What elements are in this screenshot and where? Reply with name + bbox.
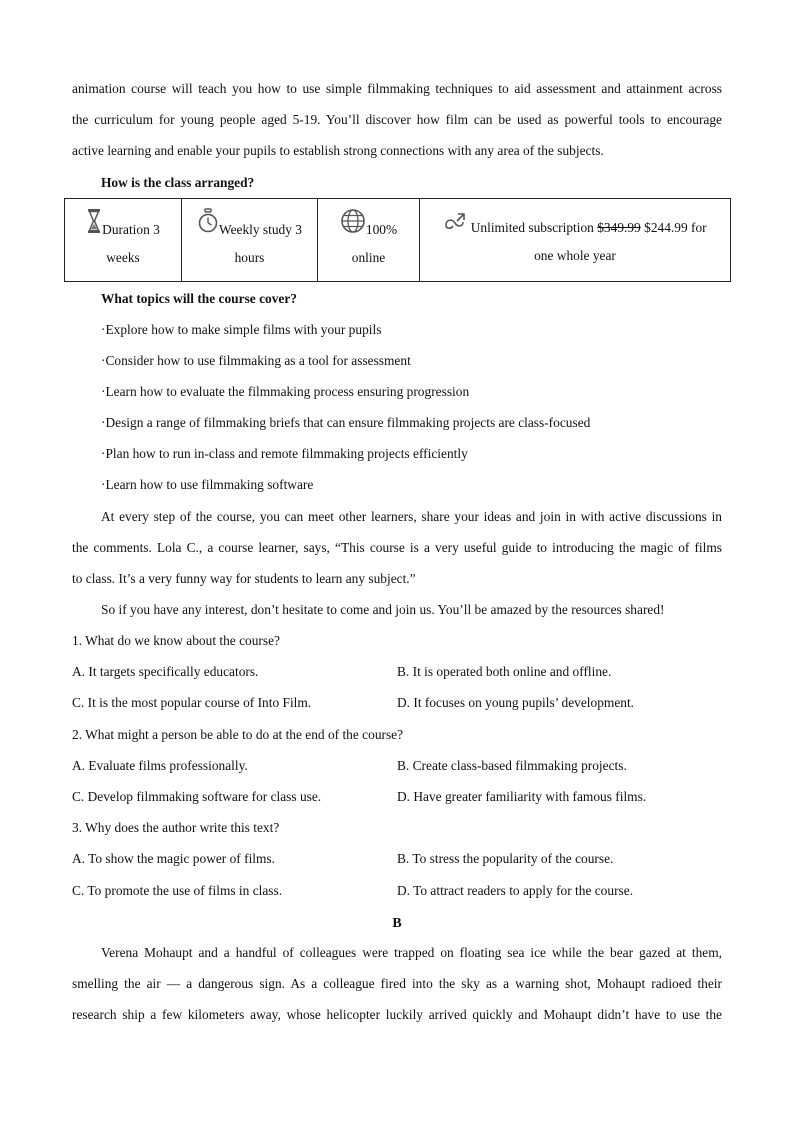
topic-item: ·Plan how to run in-class and remote filmmaking projects efficiently	[101, 446, 468, 461]
question-option: A. Evaluate films professionally.	[72, 758, 248, 773]
subscription-cell	[420, 199, 731, 282]
question-option: C. Develop filmmaking software for class use.	[72, 789, 322, 804]
hourglass-icon	[86, 208, 102, 244]
subscription-line2: one whole year	[534, 248, 616, 263]
stopwatch-icon	[197, 208, 219, 244]
weekly-cell	[182, 199, 318, 282]
infinity-arrow-icon	[443, 210, 467, 242]
weekly-line2: hours	[234, 250, 265, 265]
intro-line-2: the curriculum for young people aged 5-19. You’ll discover how film can be used as powerful tools to encourage	[72, 112, 722, 127]
question-option: D. To attract readers to apply for the course.	[397, 883, 634, 898]
topic-item: ·Learn how to evaluate the filmmaking process ensuring progression	[101, 384, 470, 399]
question-option: B. To stress the popularity of the course.	[397, 851, 614, 866]
section-b-heading: B	[392, 916, 402, 931]
topic-item: ·Learn how to use filmmaking software	[101, 477, 314, 492]
question-option: B. It is operated both online and offline.	[397, 664, 612, 679]
topic-item: ·Explore how to make simple films with your pupils	[101, 322, 382, 337]
question-option: D. Have greater familiarity with famous films.	[397, 789, 647, 804]
question-option: B. Create class-based filmmaking projects.	[397, 758, 627, 773]
question-option: A. It targets specifically educators.	[72, 664, 259, 679]
section-b-line-2: smelling the air — a dangerous sign. As a colleague fired into the sky as a warning shot, Mohaupt radioed their	[72, 976, 722, 991]
question-stem: 1. What do we know about the course?	[72, 633, 280, 648]
community-line-3: to class. It’s a very funny way for students to learn any subject.”	[72, 571, 416, 586]
subscription-old-price: $349.99	[597, 220, 641, 235]
duration-line2: weeks	[106, 250, 140, 265]
question-option: D. It focuses on young pupils’ development.	[397, 695, 635, 710]
arrangement-heading: How is the class arranged?	[101, 175, 255, 190]
topic-item: ·Design a range of filmmaking briefs that can ensure filmmaking projects are class-focused	[101, 415, 591, 430]
online-cell	[318, 199, 420, 282]
question-option: A. To show the magic power of films.	[72, 851, 275, 866]
community-line-1: At every step of the course, you can meet other learners, share your ideas and join in with active discussions in	[101, 509, 722, 524]
topics-heading: What topics will the course cover?	[101, 291, 297, 306]
duration-cell	[65, 199, 182, 282]
online-line2: online	[351, 250, 386, 265]
weekly-line1: Weekly study 3	[219, 222, 302, 237]
globe-icon	[340, 208, 366, 244]
intro-line-3: active learning and enable your pupils to establish strong connections with any area of the subjects.	[72, 143, 604, 158]
question-stem: 2. What might a person be able to do at the end of the course?	[72, 727, 404, 742]
section-b-line-3: research ship a few kilometers away, whose helicopter luckily arrived quickly and Mohaupt didn’t have to use the	[72, 1007, 722, 1022]
closing-line: So if you have any interest, don’t hesitate to come and join us. You’ll be amazed by the resources shared!	[101, 602, 665, 617]
intro-line-1: animation course will teach you how to use simple filmmaking techniques to aid assessment and attainment across	[72, 81, 722, 96]
question-option: C. It is the most popular course of Into Film.	[72, 695, 312, 710]
section-b-line-1: Verena Mohaupt and a handful of colleagues were trapped on floating sea ice while the bear gazed at them,	[101, 945, 722, 960]
question-stem: 3. Why does the author write this text?	[72, 820, 280, 835]
topic-item: ·Consider how to use filmmaking as a tool for assessment	[101, 353, 411, 368]
question-option: C. To promote the use of films in class.	[72, 883, 283, 898]
duration-line1: Duration 3	[102, 222, 160, 237]
online-line1: 100%	[365, 222, 398, 237]
subscription-new-price: $244.99 for	[644, 220, 707, 235]
community-line-2: the comments. Lola C., a course learner, says, “This course is a very useful guide to introducing the magic of films	[72, 540, 722, 555]
arrangement-table	[64, 198, 731, 282]
subscription-prefix: Unlimited subscription	[470, 220, 594, 235]
